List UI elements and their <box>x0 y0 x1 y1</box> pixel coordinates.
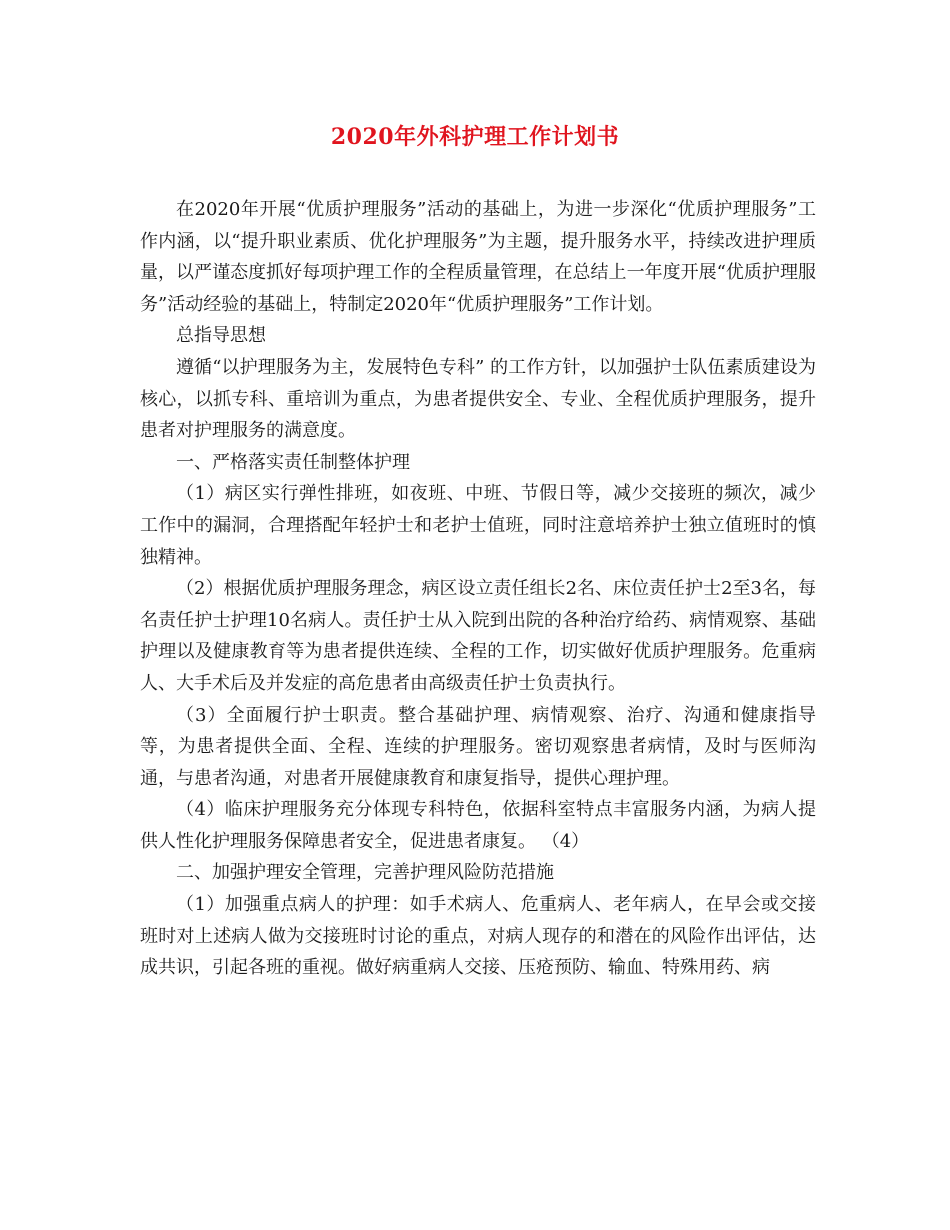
paragraph-section-2-item-1: （1）加强重点病人的护理：如手术病人、危重病人、老年病人，在早会或交接班时对上述病人做为交接班时讨论的重点，对病人现存的和潜在的风险作出评估，达成共识，引起各班的重视。做好病重病人交接、压疮预防、输血、特殊用药、病 <box>140 894 816 979</box>
document-title: 2020年外科护理工作计划书 <box>330 124 620 150</box>
heading-guiding-principle: 总指导思想 <box>176 325 266 347</box>
paragraph-section-1-item-2: （2）根据优质护理服务理念，病区设立责任组长2名、床位责任护士2至3名，每名责任护士护理10名病人。责任护士从入院到出院的各种治疗给药、病情观察、基础护理以及健康教育等为患者提供连续、全程的工作，切实做好优质护理服务。危重病人、大手术后及并发症的高危患者由高级责任护士负责执行。 <box>140 578 816 694</box>
paragraph-guiding-principle: 遵循“以护理服务为主，发展特色专科” 的工作方针，以加强护士队伍素质建设为核心，以抓专科、重培训为重点，为患者提供安全、专业、全程优质护理服务，提升患者对护理服务的满意度。 <box>140 356 816 442</box>
heading-section-2: 二、加强护理安全管理，完善护理风险防范措施 <box>176 862 554 884</box>
heading-section-1: 一、严格落实责任制整体护理 <box>176 451 410 473</box>
paragraph-section-1-item-1: （1）病区实行弹性排班，如夜班、中班、节假日等，减少交接班的频次，减少工作中的漏洞，合理搭配年轻护士和老护士值班，同时注意培养护士独立值班时的慎独精神。 <box>140 483 816 568</box>
paragraph-section-1-item-3: （3）全面履行护士职责。整合基础护理、病情观察、治疗、沟通和健康指导等，为患者提供全面、全程、连续的护理服务。密切观察患者病情，及时与医师沟通，与患者沟通，对患者开展健康教育和康复指导，提供心理护理。 <box>140 704 816 789</box>
document-body <box>140 194 816 984</box>
paragraph-section-1-item-4: （4）临床护理服务充分体现专科特色，依据科室特点丰富服务内涵，为病人提供人性化护理服务保障患者安全，促进患者康复。 （4） <box>140 799 816 852</box>
paragraph-intro: 在2020年开展“优质护理服务”活动的基础上，为进一步深化“优质护理服务”工作内涵，以“提升职业素质、优化护理服务”为主题，提升服务水平，持续改进护理质量，以严谨态度抓好每项护理工作的全程质量管理，在总结上一年度开展“优质护理服务”活动经验的基础上，特制定2020年“优质护理服务”工作计划。 <box>140 199 816 315</box>
